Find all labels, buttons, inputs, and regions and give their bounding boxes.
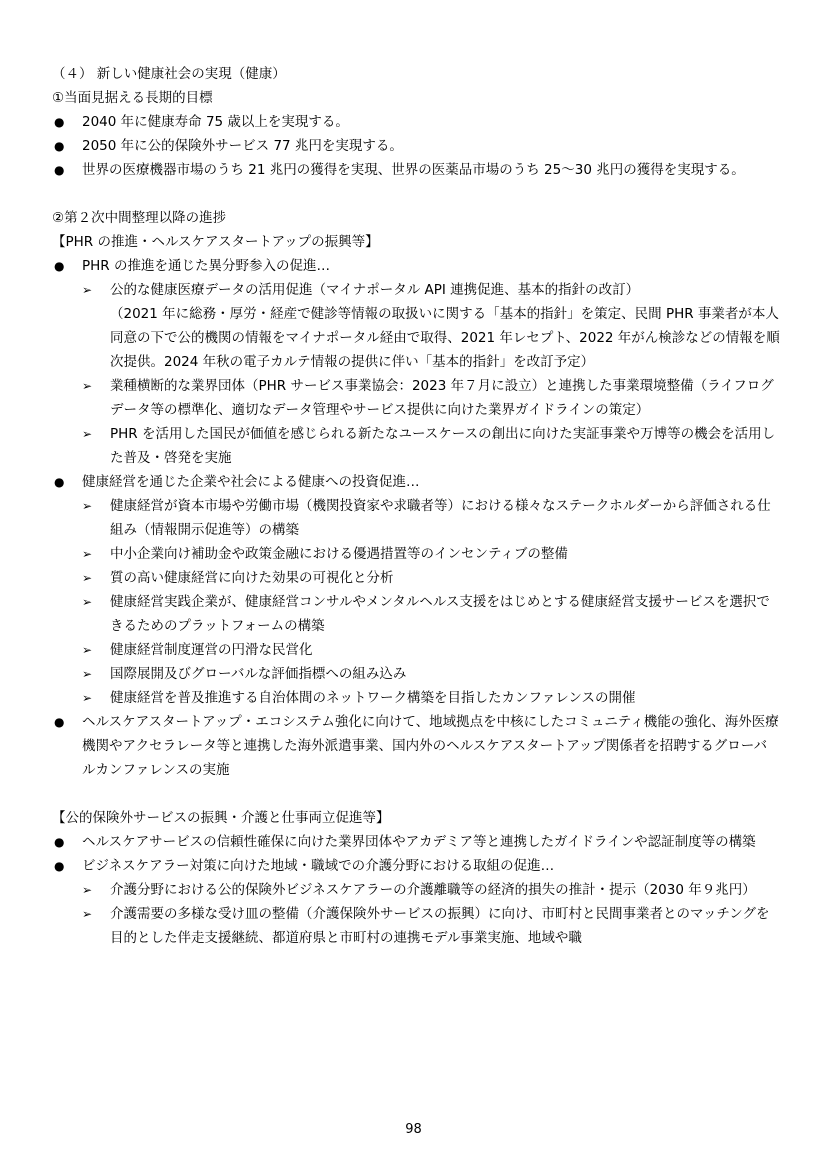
- list-item: [52, 854, 780, 878]
- arrow-bullet-icon: ➢: [82, 667, 93, 681]
- arrow-bullet-icon: ➢: [82, 691, 93, 705]
- bullet-icon: ●: [54, 715, 65, 729]
- phr-sub-note: （2021 年に総務・厚労・経産で健診等情報の取扱いに関する「基本的指針」を策定、民間 PHR 事業者が本人同意の下で公的機関の情報をマイナポータル経由で取得、2021 年レセプト、2022 年がん検診などの情報を順次提供。2024 年秋の電子カルテ情報の提供に伴い「基本的指針」を改訂予定）: [110, 306, 780, 370]
- sub-list-item: [52, 542, 780, 566]
- care-item-text: ビジネスケアラー対策に向けた地域・職域での介護分野における取組の促進…: [82, 858, 555, 874]
- list-item: [52, 710, 780, 782]
- arrow-bullet-icon: ➢: [82, 427, 93, 441]
- bullet-icon: ●: [54, 475, 65, 489]
- heading-progress: ②第２次中間整理以降の進捗: [52, 210, 227, 226]
- phr-sub-text: PHR を活用した国民が価値を感じられる新たなユースケースの創出に向けた実証事業や万博等の機会を活用した普及・啓発を実施: [110, 426, 776, 466]
- goal-item: [52, 158, 780, 182]
- sub-list-item: [52, 422, 780, 470]
- sub-list-item: [52, 590, 780, 638]
- list-item: [52, 254, 780, 278]
- kenko-sub-text: 健康経営を普及推進する自治体間のネットワーク構築を目指したカンファレンスの開催: [110, 690, 636, 706]
- kenko-item-text: 健康経営を通じた企業や社会による健康への投資促進…: [82, 474, 420, 490]
- spacer: [52, 182, 780, 206]
- kenko-sub-text: 中小企業向け補助金や政策金融における優遇措置等のインセンティブの整備: [110, 546, 568, 562]
- goal-text: 2050 年に公的保険外サービス 77 兆円を実現する。: [82, 138, 403, 154]
- sub-list-item: [52, 662, 780, 686]
- arrow-bullet-icon: ➢: [82, 547, 93, 561]
- goal-text: 2040 年に健康寿命 75 歳以上を実現する。: [82, 114, 349, 130]
- page-number: 98: [405, 1122, 422, 1137]
- bullet-icon: ●: [54, 835, 65, 849]
- goal-item: [52, 110, 780, 134]
- section-title: （４） 新しい健康社会の実現（健康）: [52, 66, 286, 82]
- bullet-icon: ●: [54, 115, 65, 129]
- bullet-icon: ●: [54, 163, 65, 177]
- sub-list-item: [52, 374, 780, 422]
- bullet-icon: ●: [54, 139, 65, 153]
- arrow-bullet-icon: ➢: [82, 499, 93, 513]
- page-content: [52, 62, 780, 950]
- arrow-bullet-icon: ➢: [82, 907, 93, 921]
- sub-list-item: [52, 686, 780, 710]
- bullet-icon: ●: [54, 859, 65, 873]
- care-sub-text: 介護分野における公的保険外ビジネスケアラーの介護離職等の経済的損失の推計・提示（2030 年９兆円）: [110, 882, 756, 898]
- kenko-sub-text: 健康経営実践企業が、健康経営コンサルやメンタルヘルス支援をはじめとする健康経営支援サービスを選択できるためのプラットフォームの構築: [110, 594, 770, 634]
- category-phr-startup: 【PHR の推進・ヘルスケアスタートアップの振興等】: [52, 234, 379, 250]
- goal-item: [52, 134, 780, 158]
- phr-item-text: PHR の推進を通じた異分野参入の促進…: [82, 258, 330, 274]
- category-care: 【公的保険外サービスの振興・介護と仕事両立促進等】: [52, 810, 390, 826]
- sub-list-item: [52, 566, 780, 590]
- kenko-sub-text: 健康経営が資本市場や労働市場（機関投資家や求職者等）における様々なステークホルダーから評価される仕組み（情報開示促進等）の構築: [110, 498, 771, 538]
- heading-long-term-goals: ①当面見据える長期的目標: [52, 90, 213, 106]
- list-item: [52, 470, 780, 494]
- arrow-bullet-icon: ➢: [82, 883, 93, 897]
- startup-item-text: ヘルスケアスタートアップ・エコシステム強化に向けて、地域拠点を中核にしたコミュニティ機能の強化、海外医療機関やアクセラレータ等と連携した海外派遣事業、国内外のヘルスケアスタートアップ関係者を招聘するグローバルカンファレンスの実施: [82, 714, 779, 778]
- sub-list-item: [52, 278, 780, 374]
- arrow-bullet-icon: ➢: [82, 595, 93, 609]
- kenko-sub-text: 国際展開及びグローバルな評価指標への組み込み: [110, 666, 407, 682]
- bullet-icon: ●: [54, 259, 65, 273]
- arrow-bullet-icon: ➢: [82, 643, 93, 657]
- kenko-sub-text: 健康経営制度運営の円滑な民営化: [110, 642, 313, 658]
- sub-list-item: [52, 902, 780, 950]
- sub-list-item: [52, 878, 780, 902]
- goal-text: 世界の医療機器市場のうち 21 兆円の獲得を実現、世界の医薬品市場のうち 25～30 兆円の獲得を実現する。: [82, 162, 745, 178]
- arrow-bullet-icon: ➢: [82, 571, 93, 585]
- care-item-text: ヘルスケアサービスの信頼性確保に向けた業界団体やアカデミア等と連携したガイドラインや認証制度等の構築: [82, 834, 756, 850]
- list-item: [52, 830, 780, 854]
- arrow-bullet-icon: ➢: [82, 283, 93, 297]
- kenko-sub-text: 質の高い健康経営に向けた効果の可視化と分析: [110, 570, 394, 586]
- phr-sub-text: 公的な健康医療データの活用促進（マイナポータル API 連携促進、基本的指針の改訂）: [110, 282, 640, 298]
- phr-sub-text: 業種横断的な業界団体（PHR サービス事業協会：2023 年７月に設立）と連携した事業環境整備（ライフログデータ等の標準化、適切なデータ管理やサービス提供に向けた業界ガイドラインの策定）: [110, 378, 774, 418]
- sub-list-item: [52, 638, 780, 662]
- spacer: [52, 782, 780, 806]
- sub-list-item: [52, 494, 780, 542]
- care-sub-text: 介護需要の多様な受け皿の整備（介護保険外サービスの振興）に向け、市町村と民間事業者とのマッチングを目的とした伴走支援継続、都道府県と市町村の連携モデル事業実施、地域や職: [110, 906, 770, 946]
- arrow-bullet-icon: ➢: [82, 379, 93, 393]
